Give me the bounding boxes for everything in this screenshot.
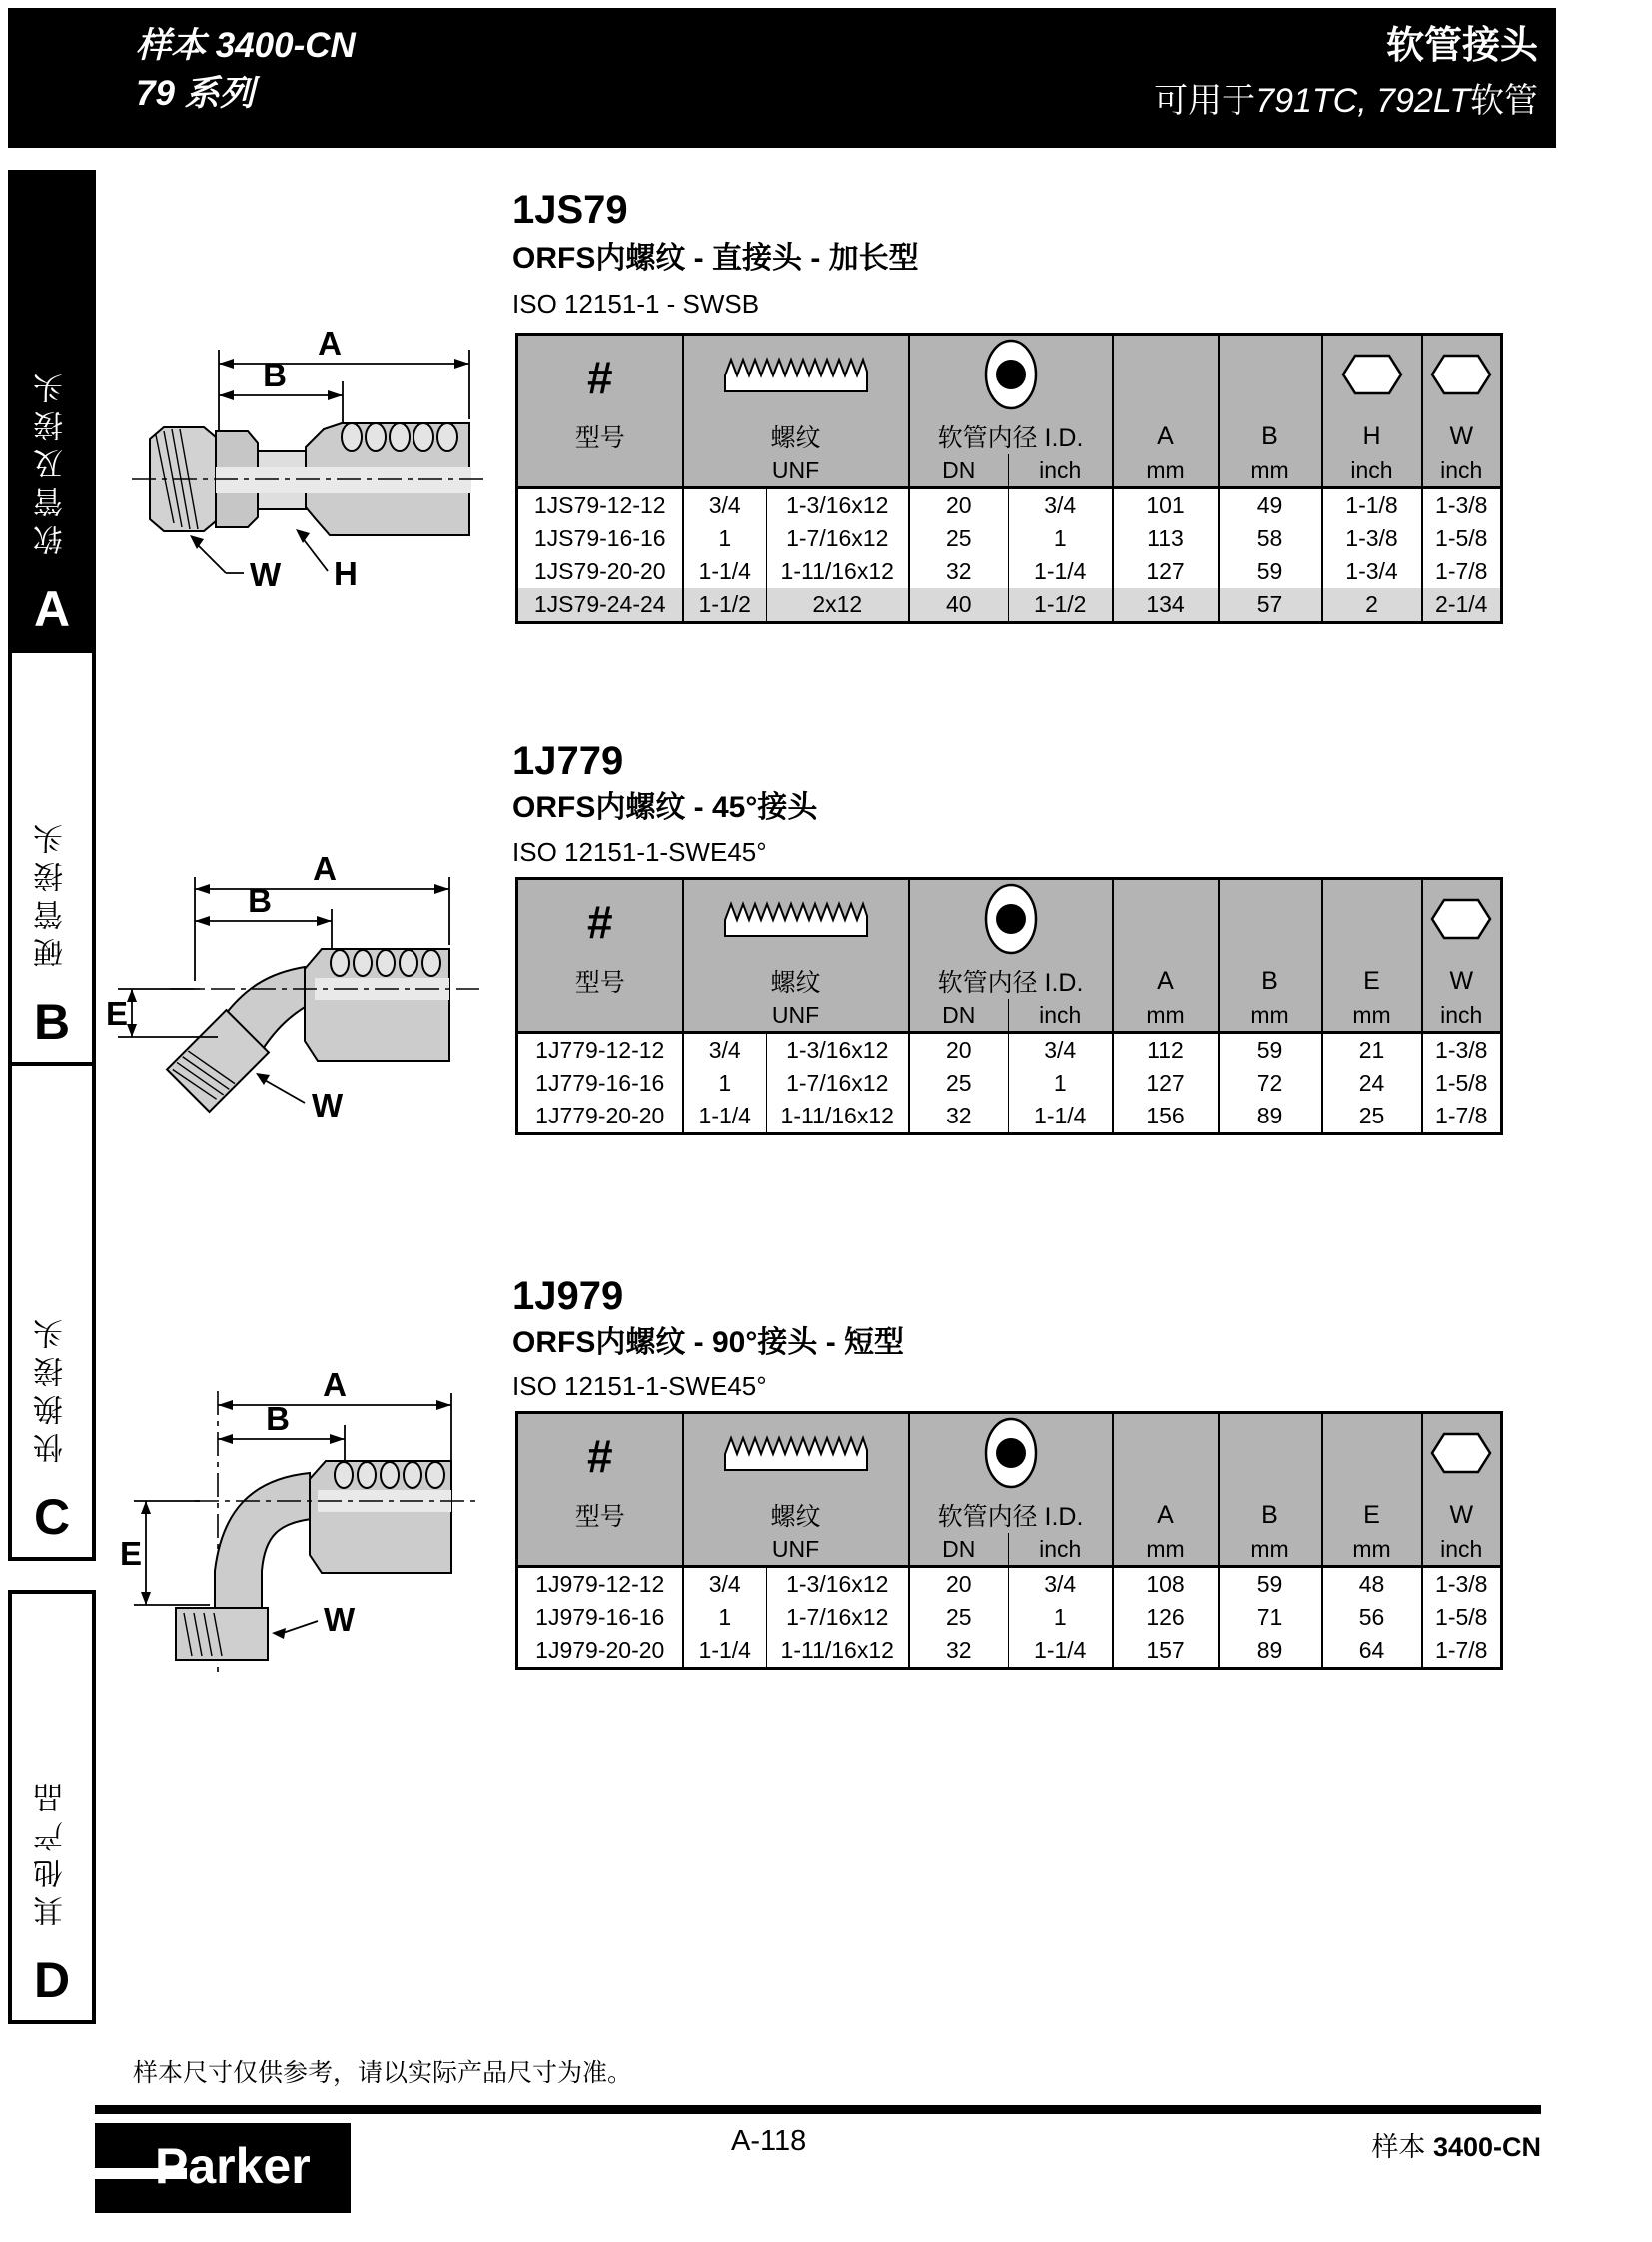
table-body [517, 1033, 1502, 1134]
table-row [517, 1067, 1502, 1100]
table-cell: 2x12 [767, 588, 909, 623]
sidebar-tab-label: 其他产品 [35, 1775, 68, 1926]
table-cell: 112 [1113, 1033, 1219, 1068]
sidebar-tab-letter: A [33, 581, 71, 637]
table-cell: 1-1/4 [683, 1634, 767, 1669]
sidebar-tab-quick-couplings [8, 1066, 96, 1561]
table-cell: 1JS79-24-24 [517, 588, 683, 623]
section-subtitle-1j979: ORFS内螺纹 - 90°接头 - 短型 [512, 1326, 905, 1359]
table-cell: 108 [1113, 1567, 1219, 1602]
unit-b: mm [1219, 1533, 1322, 1567]
table-cell: 1-1/4 [1009, 1634, 1113, 1669]
table-cell: 57 [1219, 588, 1322, 623]
table-cell: 101 [1113, 488, 1219, 523]
spec-table-1j979 [515, 1411, 1503, 1670]
dim-label-a: A [318, 325, 342, 362]
table-row [517, 522, 1502, 555]
table-header [517, 1413, 1502, 1567]
table-header [517, 879, 1502, 1033]
hose-bore-icon [909, 335, 1113, 419]
col-header-w: W [1422, 1497, 1502, 1533]
col-header-e: E [1322, 963, 1422, 999]
table-cell: 32 [909, 1100, 1009, 1134]
table-cell: 72 [1219, 1067, 1322, 1100]
table-row [517, 1567, 1502, 1602]
table-cell: 59 [1219, 555, 1322, 588]
hex-icon [1422, 1413, 1502, 1498]
diagram-straight-fitting [120, 322, 499, 599]
fitting-body [167, 949, 449, 1112]
dim-label-b: B [248, 882, 272, 919]
table-body [517, 488, 1502, 623]
unit-e: mm [1322, 1533, 1422, 1567]
dimension-a [195, 851, 449, 894]
table-cell: 134 [1113, 588, 1219, 623]
diagram-90deg-fitting [100, 1373, 494, 1685]
dimension-a [219, 325, 469, 369]
spec-table-1js79 [515, 333, 1503, 624]
table-cell: 3/4 [683, 1567, 767, 1602]
table-row [517, 1100, 1502, 1134]
unit-thread: UNF [683, 1533, 909, 1567]
unit-e: mm [1322, 999, 1422, 1033]
table-cell: 1-1/4 [1009, 555, 1113, 588]
table-cell: 1J779-20-20 [535, 1103, 665, 1128]
unit-thread: UNF [683, 454, 909, 488]
table-cell: 1-3/16x12 [767, 1033, 909, 1068]
table-row [517, 1634, 1502, 1669]
table-cell: 71 [1219, 1601, 1322, 1634]
section-title-1j979: 1J979 [512, 1274, 624, 1318]
dimension-e [106, 989, 218, 1037]
thread-icon [683, 879, 909, 964]
unit-w: inch [1422, 454, 1502, 488]
table-cell: 20 [909, 1033, 1009, 1068]
unit-a: mm [1113, 454, 1219, 488]
part-number-icon: # [517, 1413, 683, 1498]
unit-blank [517, 454, 683, 488]
table-cell: 49 [1219, 488, 1322, 523]
dim-label-b: B [266, 1400, 290, 1437]
hose-bore-icon [909, 879, 1113, 964]
sidebar-tab-label: 硬管接头 [35, 816, 68, 968]
table-cell: 2 [1322, 588, 1422, 623]
table-cell: 1-3/8 [1322, 522, 1422, 555]
dim-label-h: H [334, 555, 358, 592]
table-cell: 126 [1113, 1601, 1219, 1634]
table-cell: 3/4 [1009, 1033, 1113, 1068]
table-cell: 32 [909, 1634, 1009, 1669]
dimension-h [296, 529, 358, 592]
table-cell: 1-7/16x12 [767, 1601, 909, 1634]
table-cell: 3/4 [1009, 1567, 1113, 1602]
hose-bore-icon [909, 1413, 1113, 1498]
top-banner [8, 8, 1556, 148]
table-cell: 1J979-16-16 [535, 1604, 665, 1630]
col-header-h: H [1322, 418, 1422, 454]
table-cell: 64 [1322, 1634, 1422, 1669]
col-header-w: W [1422, 418, 1502, 454]
unit-inch: inch [1009, 999, 1113, 1033]
table-row [517, 1601, 1502, 1634]
hex-icon [1422, 335, 1502, 419]
table-cell: 1-3/16x12 [767, 1567, 909, 1602]
table-cell: 58 [1219, 522, 1322, 555]
table-cell: 1-7/16x12 [767, 1067, 909, 1100]
table-cell: 89 [1219, 1100, 1322, 1134]
table-cell: 127 [1113, 555, 1219, 588]
subtitle-suffix: 软管 [1470, 82, 1538, 120]
dimension-w [256, 1073, 344, 1123]
unit-thread: UNF [683, 999, 909, 1033]
table-cell: 1 [1009, 1601, 1113, 1634]
unit-b: mm [1219, 999, 1322, 1033]
section-subtitle-1j779: ORFS内螺纹 - 45°接头 [512, 791, 818, 824]
dim-label-w: W [312, 1087, 344, 1123]
table-cell: 1-5/8 [1422, 522, 1502, 555]
table-cell: 1-11/16x12 [767, 555, 909, 588]
table-cell: 1-1/4 [1009, 1100, 1113, 1134]
diagram-45deg-fitting [100, 851, 494, 1150]
dim-label-b: B [263, 357, 287, 393]
unit-inch: inch [1009, 1533, 1113, 1567]
table-cell: 25 [1322, 1100, 1422, 1134]
table-cell: 1-7/8 [1422, 555, 1502, 588]
col-header-hose-id: 软管内径 I.D. [909, 1497, 1113, 1533]
sidebar-tab-tube-fittings [8, 649, 96, 1066]
sidebar-tab-letter: C [33, 1489, 71, 1545]
table-cell: 1J779-12-12 [535, 1037, 665, 1063]
table-cell: 59 [1219, 1033, 1322, 1068]
table-cell: 1 [683, 1067, 767, 1100]
col-header-hose-id: 软管内径 I.D. [909, 963, 1113, 999]
table-cell: 157 [1113, 1634, 1219, 1669]
col-header-hose-id: 软管内径 I.D. [909, 418, 1113, 454]
footer-catalog-label: 样本 [1371, 2132, 1426, 2162]
col-header-model: 型号 [517, 963, 683, 999]
table-cell: 25 [909, 1067, 1009, 1100]
dimension-b [218, 1400, 345, 1444]
footer-rule [95, 2105, 1541, 2114]
table-cell: 3/4 [683, 1033, 767, 1068]
parker-logo-text: Parker [155, 2138, 311, 2194]
table-cell: 25 [909, 1601, 1009, 1634]
col-header-w: W [1422, 963, 1502, 999]
section-standard-1j979: ISO 12151-1-SWE45° [512, 1371, 767, 1401]
table-cell: 1-1/4 [683, 1100, 767, 1134]
table-cell: 40 [909, 588, 1009, 623]
table-cell: 3/4 [683, 488, 767, 523]
col-header-e: E [1322, 1497, 1422, 1533]
col-header-b: B [1219, 963, 1322, 999]
table-cell: 2-1/4 [1422, 588, 1502, 623]
dim-label-e: E [106, 995, 129, 1032]
unit-h: inch [1322, 454, 1422, 488]
table-cell: 1-3/8 [1422, 488, 1502, 523]
table-cell: 1J979-12-12 [535, 1571, 665, 1597]
sidebar-tab-hose-fittings [8, 170, 96, 649]
footer-catalog-ref [1371, 2125, 1541, 2164]
table-cell: 127 [1113, 1067, 1219, 1100]
dimension-w [190, 535, 282, 593]
dimension-e [120, 1501, 210, 1605]
unit-w: inch [1422, 1533, 1502, 1567]
footer-catalog-code: 3400-CN [1432, 2132, 1541, 2162]
table-cell: 1J779-16-16 [535, 1070, 665, 1096]
table-row [517, 1033, 1502, 1068]
dim-label-a: A [313, 851, 337, 887]
unit-b: mm [1219, 454, 1322, 488]
table-cell: 1-3/4 [1322, 555, 1422, 588]
table-cell: 24 [1322, 1067, 1422, 1100]
table-cell: 89 [1219, 1634, 1322, 1669]
table-cell: 25 [909, 522, 1009, 555]
catalog-number: 样本 3400-CN [136, 26, 356, 65]
table-cell: 1-1/2 [683, 588, 767, 623]
unit-w: inch [1422, 999, 1502, 1033]
table-body [517, 1567, 1502, 1669]
table-cell: 1-1/4 [683, 555, 767, 588]
dimension-w [272, 1601, 356, 1639]
unit-dn: DN [909, 1533, 1009, 1567]
sidebar-tab-letter: B [33, 994, 71, 1050]
dimension-a [218, 1373, 451, 1410]
thread-icon [683, 1413, 909, 1498]
table-row [517, 488, 1502, 523]
disclaimer-note: 样本尺寸仅供参考，请以实际产品尺寸为准。 [133, 2059, 633, 2087]
col-header-model: 型号 [517, 418, 683, 454]
dim-label-w: W [324, 1601, 356, 1638]
section-title-1js79: 1JS79 [512, 188, 628, 232]
unit-a: mm [1113, 1533, 1219, 1567]
col-header-b: B [1219, 418, 1322, 454]
page-title: 软管接头 [1385, 25, 1538, 67]
col-header-a: A [1113, 963, 1219, 999]
table-cell: 1-1/8 [1322, 488, 1422, 523]
series-label: 79 系列 [136, 74, 255, 113]
page-number: A-118 [731, 2125, 807, 2157]
col-header-a: A [1113, 1497, 1219, 1533]
table-cell: 21 [1322, 1033, 1422, 1068]
table-cell: 1-3/16x12 [767, 488, 909, 523]
table-cell: 1-5/8 [1422, 1601, 1502, 1634]
col-header-thread: 螺纹 [683, 963, 909, 999]
table-cell: 20 [909, 488, 1009, 523]
hex-icon [1322, 335, 1422, 419]
dim-label-e: E [120, 1535, 143, 1572]
unit-inch: inch [1009, 454, 1113, 488]
spec-table-1j779 [515, 877, 1503, 1135]
col-header-model: 型号 [517, 1497, 683, 1533]
col-header-b: B [1219, 1497, 1322, 1533]
table-cell: 1-7/8 [1422, 1100, 1502, 1134]
unit-blank [517, 1533, 683, 1567]
unit-dn: DN [909, 999, 1009, 1033]
sidebar-tab-other-products [8, 1590, 96, 2024]
part-number-icon: # [517, 335, 683, 419]
table-cell: 1-7/16x12 [767, 522, 909, 555]
table-header [517, 335, 1502, 488]
subtitle-prefix: 可用于 [1154, 82, 1256, 120]
sidebar-tab-label: 软管及接头 [35, 366, 68, 555]
col-header-thread: 螺纹 [683, 418, 909, 454]
hex-icon [1422, 879, 1502, 964]
table-cell: 1 [1009, 1067, 1113, 1100]
section-title-1j779: 1J779 [512, 739, 624, 783]
sidebar-tab-label: 快换接头 [35, 1311, 68, 1463]
table-cell: 1-3/8 [1422, 1567, 1502, 1602]
catalog-identity [136, 22, 356, 118]
parker-logo [95, 2123, 351, 2213]
unit-dn: DN [909, 454, 1009, 488]
table-cell: 1 [683, 1601, 767, 1634]
unit-a: mm [1113, 999, 1219, 1033]
table-cell: 59 [1219, 1567, 1322, 1602]
section-standard-1j779: ISO 12151-1-SWE45° [512, 837, 767, 867]
table-cell: 113 [1113, 522, 1219, 555]
table-cell: 1-5/8 [1422, 1067, 1502, 1100]
table-cell: 1J979-20-20 [535, 1637, 665, 1663]
col-header-thread: 螺纹 [683, 1497, 909, 1533]
table-cell: 3/4 [1009, 488, 1113, 523]
section-subtitle-1js79: ORFS内螺纹 - 直接头 - 加长型 [512, 242, 919, 275]
table-cell: 1JS79-12-12 [533, 492, 666, 518]
table-cell: 1JS79-20-20 [533, 558, 666, 584]
section-standard-1js79: ISO 12151-1 - SWSB [512, 289, 760, 319]
table-cell: 156 [1113, 1100, 1219, 1134]
dim-label-a: A [323, 1373, 347, 1403]
page-subtitle [1154, 78, 1538, 124]
table-cell: 1-11/16x12 [767, 1634, 909, 1669]
table-cell: 1-1/2 [1009, 588, 1113, 623]
table-cell: 1 [683, 522, 767, 555]
table-cell: 48 [1322, 1567, 1422, 1602]
table-row [517, 588, 1502, 623]
table-cell: 20 [909, 1567, 1009, 1602]
table-cell: 56 [1322, 1601, 1422, 1634]
col-header-a: A [1113, 418, 1219, 454]
table-cell: 1JS79-16-16 [533, 525, 666, 551]
page-topic [1154, 22, 1538, 124]
part-number-icon: # [517, 879, 683, 964]
table-cell: 1 [1009, 522, 1113, 555]
table-cell: 1-3/8 [1422, 1033, 1502, 1068]
thread-icon [683, 335, 909, 419]
hose-codes: 791TC, 792LT [1255, 82, 1470, 120]
table-cell: 1-11/16x12 [767, 1100, 909, 1134]
table-row [517, 555, 1502, 588]
table-cell: 1-7/8 [1422, 1634, 1502, 1669]
unit-blank [517, 999, 683, 1033]
dim-label-w: W [250, 556, 282, 593]
sidebar-tab-letter: D [33, 1952, 71, 2008]
table-cell: 32 [909, 555, 1009, 588]
